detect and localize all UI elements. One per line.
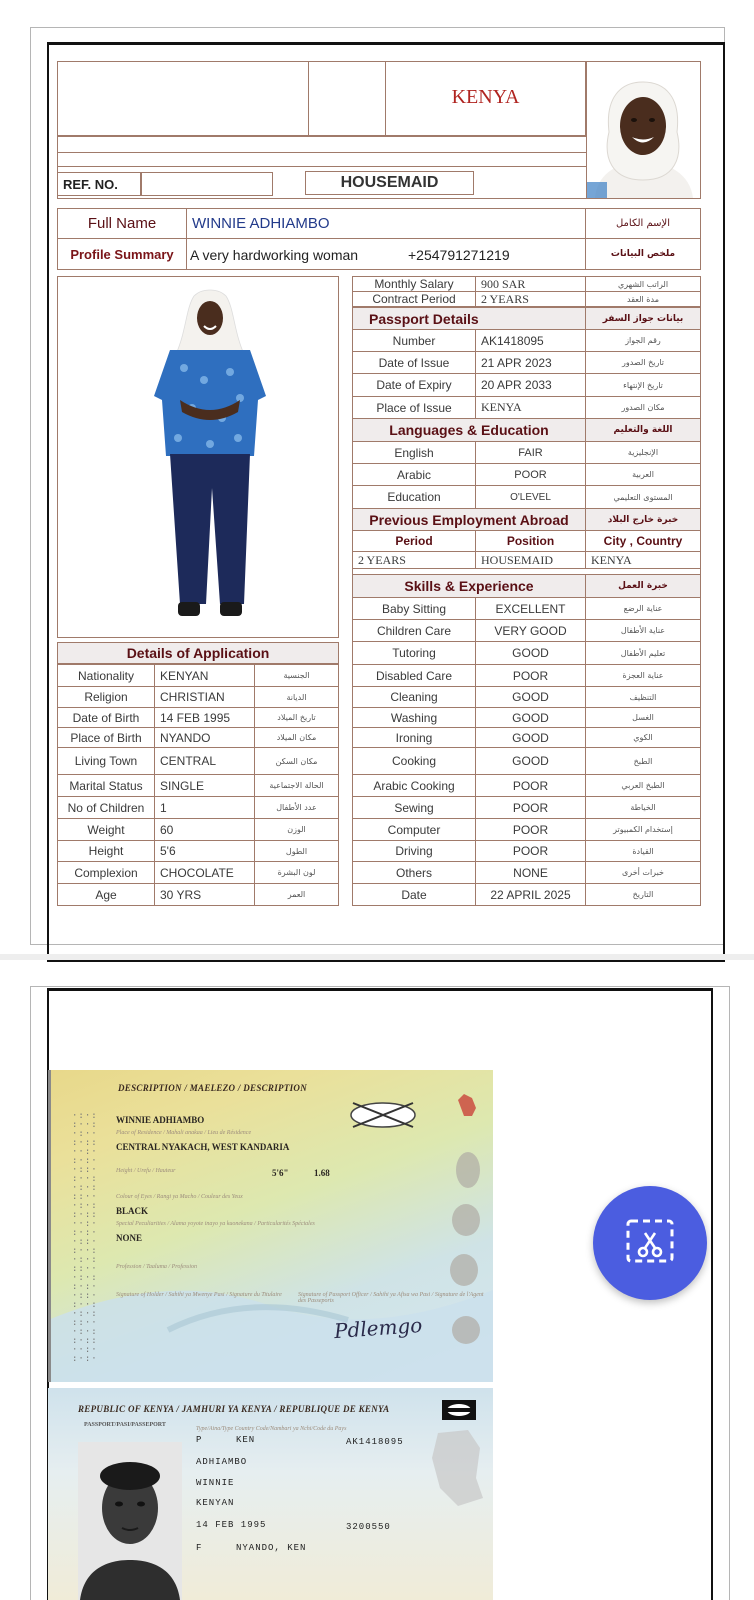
application-ar: مكان السكن [254,747,339,775]
english-value: FAIR [475,441,586,464]
arabic-label: Arabic [352,463,476,486]
skill-ar: الغسل [585,707,701,728]
employment-position: HOUSEMAID [475,551,586,569]
application-value: 30 YRS [154,883,255,906]
application-value: CHOCOLATE [154,861,255,884]
passport-description-page [48,1070,493,1382]
skill-label: Baby Sitting [352,597,476,620]
portrait-photo [587,62,700,198]
page-divider [0,954,754,960]
profile-summary-ar: ملخص البيانات [585,238,701,270]
application-value: 1 [154,796,255,819]
arabic-ar: العربية [585,463,701,486]
application-label: Height [57,840,155,862]
scan-height-ft: 5'6" [272,1168,289,1178]
scan-country-code: KEN [236,1435,256,1445]
skill-label: Disabled Care [352,664,476,687]
skill-value: POOR [475,796,586,819]
monthly-salary-value: 900 SAR [475,276,586,292]
place-of-issue-ar: مكان الصدور [585,396,701,419]
skill-value: GOOD [475,686,586,708]
application-label: Weight [57,818,155,841]
kenya-map-watermark [428,1428,488,1508]
height-caption: Height / Urefu / Hauteur [116,1168,176,1174]
skill-label: Computer [352,818,476,841]
application-label: Place of Birth [57,727,155,748]
skill-label: Date [352,883,476,906]
application-value: CHRISTIAN [154,686,255,708]
application-header: Details of Application [57,642,339,664]
languages-header: Languages & Education [352,418,586,442]
skill-ar: تعليم الأطفال [585,641,701,665]
scan-special: NONE [116,1233,143,1243]
passport-number-ar: رقم الجواز [585,329,701,352]
scan-residence: CENTRAL NYAKACH, WEST KANDARIA [116,1142,290,1152]
english-label: English [352,441,476,464]
scan-place-of-birth: NYANDO, KEN [236,1543,307,1553]
skill-ar: التاريخ [585,883,701,906]
scan-name: WINNIE ADHIAMBO [116,1115,205,1125]
skill-ar: خبرات أخرى [585,861,701,884]
application-ar: الحالة الاجتماعية [254,774,339,797]
skill-value: GOOD [475,641,586,665]
header-strip-1 [57,136,586,153]
scan-surname: ADHIAMBO [196,1457,248,1467]
profile-summary-label: Profile Summary [57,238,187,270]
skill-ar: القيادة [585,840,701,862]
application-ar: الجنسية [254,664,339,687]
application-ar: العمر [254,883,339,906]
date-of-expiry-value: 20 APR 2033 [475,373,586,397]
employment-header: Previous Employment Abroad [352,508,586,531]
date-of-expiry-ar: تاريخ الإنتهاء [585,373,701,397]
skill-ar: عناية الرضع [585,597,701,620]
monthly-salary-ar: الراتب الشهري [585,276,701,292]
passport-number-label: Number [352,329,476,352]
application-value: 5'6 [154,840,255,862]
passport-holder-photo [78,1442,182,1600]
passport-data-page [48,1388,493,1600]
passport-label: PASSPORT/PASI/PASSEPORT [84,1422,166,1428]
ref-no-label: REF. NO. [57,172,141,196]
skill-value: 22 APRIL 2025 [475,883,586,906]
application-ar: لون البشرة [254,861,339,884]
perforation-dots: ·:·: :··: ·:·· :·:: ··:· :·:· ·::· :··: ·:·: ::·· ·:·: :·:: ··:· :·:· ·::· :··: ·:·: ::·· ·:·: :·:· ·::· :··: ·:·: ::·· ·:·: :·:: ··:· :·:· [72,1111,98,1364]
skill-value: VERY GOOD [475,619,586,642]
type-caption: Type/Aina/Type Country Code/Nambari ya Nchi/Code du Pays [196,1426,347,1432]
date-of-issue-ar: تاريخ الصدور [585,351,701,374]
passport-details-header: Passport Details [352,307,586,330]
officer-signature-caption: Signature of Passport Officer / Sahihi ya Afisa wa Pasi / Signature de l'Agent des Passeports [298,1292,484,1304]
skill-label: Cooking [352,747,476,775]
scan-type: P [196,1435,203,1445]
application-ar: الطول [254,840,339,862]
skill-ar: إستخدام الكمبيوتر [585,818,701,841]
skills-header: Skills & Experience [352,574,586,598]
profile-summary-value: A very hardworking woman [190,247,359,263]
republic-header: REPUBLIC OF KENYA / JAMHURI YA KENYA / REPUBLIQUE DE KENYA [78,1404,390,1414]
application-label: Complexion [57,861,155,884]
application-ar: مكان الميلاد [254,727,339,748]
application-ar: تاريخ الميلاد [254,707,339,728]
date-of-issue-label: Date of Issue [352,351,476,374]
crop-scissors-icon [625,1218,675,1268]
scan-given-names: WINNIE [196,1478,235,1488]
skill-label: Sewing [352,796,476,819]
education-ar: المستوى التعليمي [585,485,701,509]
application-value: SINGLE [154,774,255,797]
contract-period-label: Contract Period [352,291,476,307]
employment-col-period: Period [352,530,476,552]
skills-header-ar: خبرة العمل [585,574,701,598]
application-value: 14 FEB 1995 [154,707,255,728]
application-label: Marital Status [57,774,155,797]
skill-value: POOR [475,818,586,841]
date-of-issue-value: 21 APR 2023 [475,351,586,374]
skill-value: POOR [475,840,586,862]
header-cell-mid [308,61,386,136]
skill-label: Arabic Cooking [352,774,476,797]
crop-scissors-button[interactable] [593,1186,707,1300]
skill-label: Ironing [352,727,476,748]
passport-number-value: AK1418095 [475,329,586,352]
application-value: 60 [154,818,255,841]
application-value: KENYAN [154,664,255,687]
skill-label: Driving [352,840,476,862]
monthly-salary-label: Monthly Salary [352,276,476,292]
full-name-label: Full Name [57,208,187,239]
scan-nationality: KENYAN [196,1498,235,1508]
languages-header-ar: اللغة والتعليم [585,418,701,442]
application-value: NYANDO [154,727,255,748]
skill-value: GOOD [475,707,586,728]
employment-period: 2 YEARS [352,551,476,569]
skill-value: EXCELLENT [475,597,586,620]
full-name-ar: الإسم الكامل [585,208,701,239]
education-label: Education [352,485,476,509]
application-label: Date of Birth [57,707,155,728]
arabic-value: POOR [475,463,586,486]
skill-value: NONE [475,861,586,884]
application-label: No of Children [57,796,155,819]
skill-value: POOR [475,774,586,797]
application-label: Age [57,883,155,906]
application-label: Nationality [57,664,155,687]
employment-col-city: City , Country [585,530,701,552]
scan-passport-no: AK1418095 [346,1437,404,1447]
description-header: DESCRIPTION / MAELEZO / DESCRIPTION [118,1083,308,1093]
scan-eyes: BLACK [116,1206,149,1216]
eyes-caption: Colour of Eyes / Rangi ya Macho / Couleur des Yeux [116,1194,243,1200]
chip-icon [442,1400,476,1420]
skill-label: Others [352,861,476,884]
skill-ar: عناية الأطفال [585,619,701,642]
skill-label: Washing [352,707,476,728]
place-of-issue-label: Place of Issue [352,396,476,419]
application-label: Living Town [57,747,155,775]
officer-signature: Pdlemgo [333,1312,424,1344]
date-of-expiry-label: Date of Expiry [352,373,476,397]
employment-col-position: Position [475,530,586,552]
profession-caption: Profession / Taaluma / Profession [116,1264,198,1270]
full-name-value: WINNIE ADHIAMBO [186,208,586,239]
skill-ar: التنظيف [585,686,701,708]
profile-phone: +254791271219 [408,247,510,263]
skill-value: GOOD [475,747,586,775]
skill-ar: الخياطة [585,796,701,819]
skill-value: GOOD [475,727,586,748]
special-caption: Special Peculiarities / Alama yoyote inayo ya kuonekana / Particularités Spéciales [116,1221,315,1227]
passport-details-header-ar: بيانات جواز السفر [585,307,701,330]
holder-signature-caption: Signature of Holder / Sahihi ya Mwenye Pasi / Signature du Titulaire [116,1292,282,1298]
application-ar: عدد الأطفال [254,796,339,819]
skill-ar: عناية العجزة [585,664,701,687]
skill-value: POOR [475,664,586,687]
residence-caption: Place of Residence / Mahali anakaa / Lieu de Résidence [116,1130,252,1136]
place-of-issue-value: KENYA [475,396,586,419]
application-ar: الديانة [254,686,339,708]
application-label: Religion [57,686,155,708]
application-ar: الوزن [254,818,339,841]
header-strip-2 [57,152,586,167]
full-body-photo [140,288,280,624]
skill-ar: الطبخ [585,747,701,775]
application-value: CENTRAL [154,747,255,775]
employment-city: KENYA [585,551,701,569]
skill-ar: الكوي [585,727,701,748]
scan-personal-no: 3200550 [346,1522,391,1532]
employment-header-ar: خبرة خارج البلاد [585,508,701,531]
job-title: HOUSEMAID [305,171,474,195]
scan-height-m: 1.68 [314,1168,330,1178]
contract-period-value: 2 YEARS [475,291,586,307]
header-cell-left [57,61,309,136]
skill-label: Tutoring [352,641,476,665]
skill-ar: الطبخ العربي [585,774,701,797]
scan-sex: F [196,1543,203,1553]
skill-label: Cleaning [352,686,476,708]
english-ar: الإنجليزية [585,441,701,464]
contract-period-ar: مدة العقد [585,291,701,307]
ref-no-field [141,172,273,196]
scan-dob: 14 FEB 1995 [196,1520,267,1530]
country-title: KENYA [451,86,520,108]
skill-label: Children Care [352,619,476,642]
education-value: O'LEVEL [475,485,586,509]
